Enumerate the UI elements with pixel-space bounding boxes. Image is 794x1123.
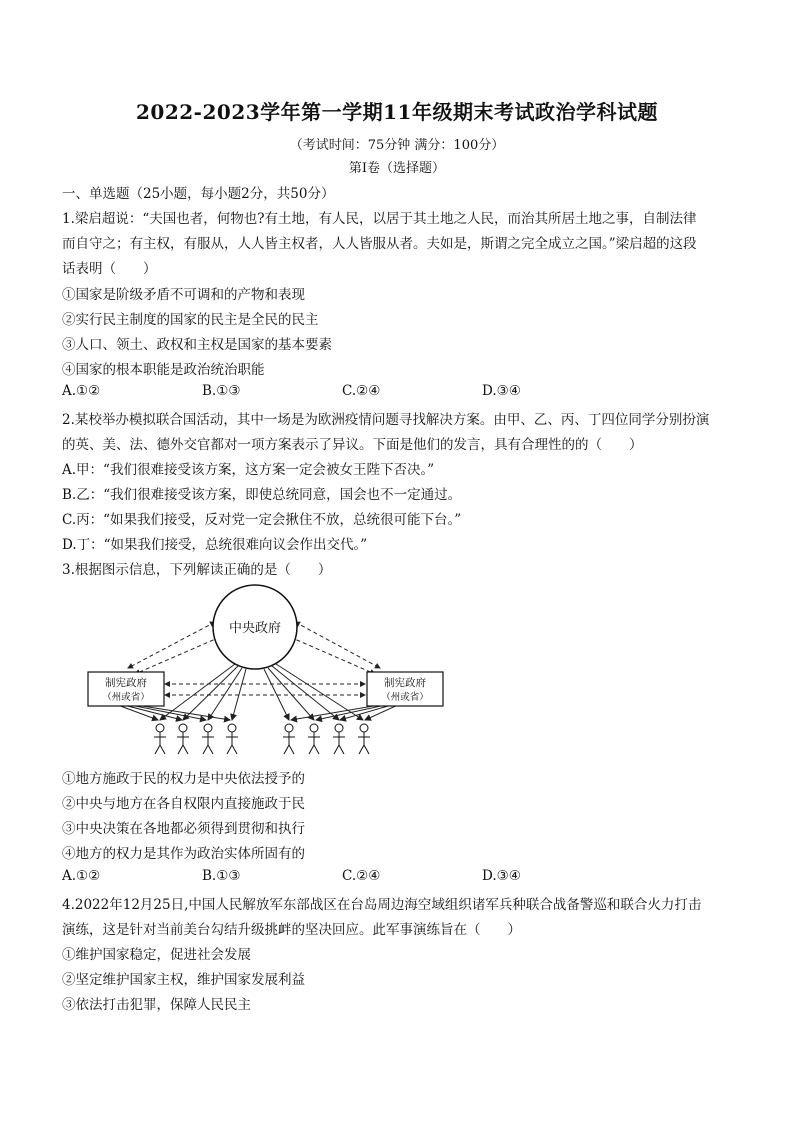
- q1-option-d[interactable]: D.③④: [482, 383, 521, 399]
- q3-item-1: ①地方施政于民的权力是中央依法授予的: [62, 771, 305, 787]
- central-government-label: 中央政府: [228, 621, 282, 636]
- q1-item-3: ③人口、领土、政权和主权是国家的基本要素: [62, 337, 332, 353]
- citizen-figure: [177, 724, 189, 754]
- q4-item-1: ①维护国家稳定，促进社会发展: [62, 947, 251, 963]
- q3-item-4: ④地方的权力是其作为政治实体所固有的: [62, 846, 305, 862]
- exam-title: 2022-2023学年第一学期11年级期末考试政治学科试题: [136, 100, 658, 124]
- q1-stem-line-3: 话表明（ ）: [62, 261, 157, 277]
- q1-item-1: ①国家是阶级矛盾不可调和的产物和表现: [62, 287, 305, 303]
- left-state-label-2: （州或省）: [102, 692, 150, 703]
- citizen-figure: [283, 724, 295, 754]
- citizen-figure: [154, 724, 166, 754]
- citizen-figure: [358, 724, 370, 754]
- q4-item-3: ③依法打击犯罪，保障人民民主: [62, 997, 251, 1013]
- q2-stem-line-1: 2.某校举办模拟联合国活动，其中一场是为欧洲疫情问题寻找解决方案。由甲、乙、丙、丁四位同学分别扮演: [62, 412, 710, 428]
- q2-option-b[interactable]: B.乙：“我们很难接受该方案，即使总统同意，国会也不一定通过。: [62, 487, 462, 503]
- q1-option-b[interactable]: B.①③: [202, 383, 241, 399]
- citizen-figure: [202, 724, 214, 754]
- citizens-group: [154, 724, 370, 754]
- q1-stem-line-2: 而自守之；有主权，有服从，人人皆主权者，人人皆服从者。夫如是，斯谓之完全成立之国。”梁启超的这段: [62, 236, 697, 252]
- volume-heading: 第Ⅰ卷（选择题）: [348, 161, 446, 176]
- right-state-label-2: （州或省）: [381, 692, 429, 703]
- citizen-figure: [226, 724, 238, 754]
- q3-item-3: ③中央决策在各地都必须得到贯彻和执行: [62, 821, 305, 837]
- q1-option-c[interactable]: C.②④: [342, 383, 381, 399]
- federal-structure-diagram: [80, 582, 480, 760]
- q1-item-4: ④国家的根本职能是政治统治职能: [62, 362, 265, 378]
- q4-stem-line-2: 演练，这是针对当前美台勾结升级挑衅的坚决回应。此军事演练旨在（ ）: [62, 922, 521, 938]
- q2-stem-line-2: 的英、美、法、德外交官都对一项方案表示了异议。下面是他们的发言，具有合理性的的（ ）: [62, 437, 643, 453]
- right-state-label-1: 制宪政府: [384, 677, 426, 689]
- q1-option-a[interactable]: A.①②: [62, 383, 101, 399]
- q3-item-2: ②中央与地方在各自权限内直接施政于民: [62, 796, 305, 812]
- left-state-label-1: 制宪政府: [105, 677, 147, 689]
- q3-stem: 3.根据图示信息，下列解读正确的是（ ）: [62, 562, 332, 578]
- section-heading: 一、单选题（25小题，每小题2分，共50分）: [62, 186, 335, 202]
- q2-option-c[interactable]: C.丙：“如果我们接受，反对党一定会揪住不放，总统很可能下台。”: [62, 512, 462, 528]
- q3-option-c[interactable]: C.②④: [342, 868, 381, 884]
- q2-option-d[interactable]: D.丁：“如果我们接受，总统很难向议会作出交代。”: [62, 537, 368, 553]
- citizen-figure: [333, 724, 345, 754]
- q3-option-a[interactable]: A.①②: [62, 868, 101, 884]
- q3-option-d[interactable]: D.③④: [482, 868, 521, 884]
- q3-option-b[interactable]: B.①③: [202, 868, 241, 884]
- q2-option-a[interactable]: A.甲：“我们很难接受该方案，这方案一定会被女王陛下否决。”: [62, 462, 435, 478]
- q4-item-2: ②坚定维护国家主权，维护国家发展利益: [62, 972, 305, 988]
- citizen-figure: [308, 724, 320, 754]
- exam-info: （考试时间：75分钟 满分：100分）: [289, 138, 505, 153]
- q1-stem-line-1: 1.梁启超说：“夫国也者，何物也?有土地，有人民，以居于其土地之人民，而治其所居土地之事，自制法律: [62, 211, 697, 227]
- q1-item-2: ②实行民主制度的国家的民主是全民的民主: [62, 312, 319, 328]
- q4-stem-line-1: 4.2022年12月25日,中国人民解放军东部战区在台岛周边海空域组织诸军兵种联合战备警巡和联合火力打击: [62, 897, 702, 913]
